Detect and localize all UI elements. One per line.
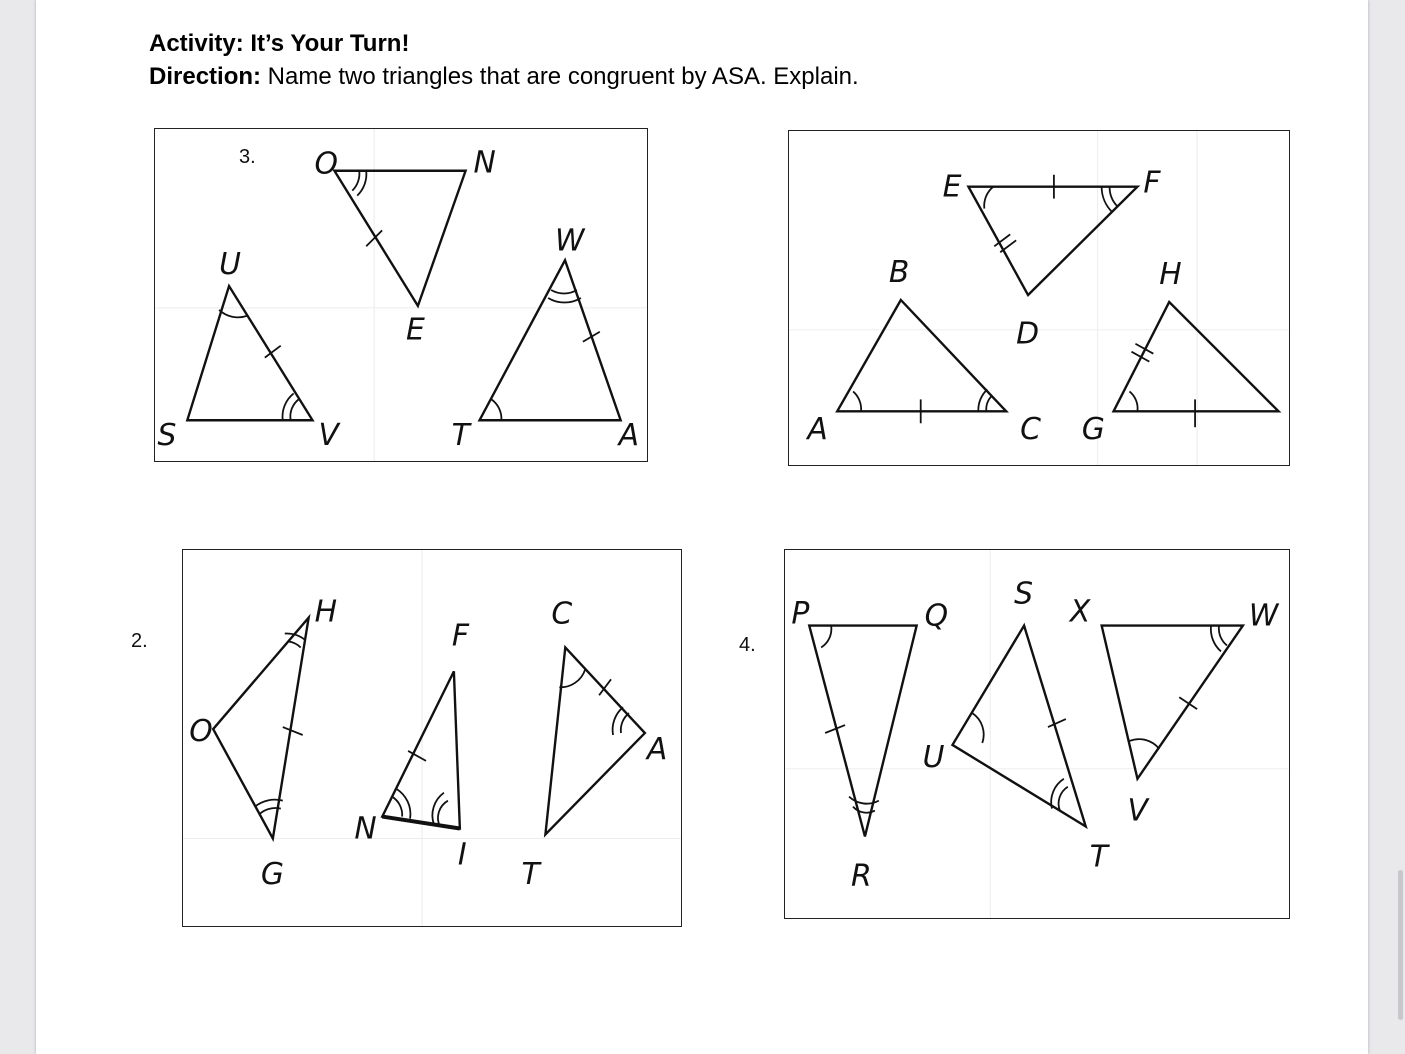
label-s: S [1014,576,1034,612]
label-g: G [1081,412,1105,448]
label-h: H [1159,257,1182,293]
problem-2-number: 2. [131,630,148,652]
problem-4-figure [784,549,1290,919]
triangle-efd [968,187,1137,295]
scrollbar-thumb[interactable] [1398,870,1403,1020]
problem-2-diagram [183,550,681,926]
label-f: F [1143,165,1161,201]
label-o: O [314,146,338,182]
scrollbar[interactable] [1395,0,1405,1054]
label-i: I [457,837,467,873]
label-g: G [260,857,285,893]
triangle-bac [837,300,1006,411]
direction-text: Name two triangles that are congruent by ASA. Explain. [261,63,859,90]
label-o: O [189,713,213,749]
problem-4-number: 4. [739,634,756,656]
label-a: A [807,412,828,448]
direction-label: Direction: [149,63,262,90]
label-x: X [1069,594,1091,630]
triangle-cat [545,647,644,834]
label-w: W [1248,598,1279,634]
problem-3-diagram [155,129,647,461]
triangle-sut [952,626,1085,827]
triangle-usv [187,286,312,420]
label-w: W [555,223,585,259]
label-s: S [157,418,177,454]
label-b: B [888,255,910,291]
problem-top-right-figure [788,130,1290,466]
triangle-fni [382,671,460,828]
label-a: A [646,731,668,767]
activity-title: Activity: It’s Your Turn! [149,30,410,57]
triangle-pqr [809,626,916,837]
label-u: U [219,247,241,283]
label-n: N [473,145,496,181]
label-t: T [451,418,470,454]
label-v: V [318,418,339,454]
label-d: D [1016,316,1040,352]
label-r: R [851,859,872,895]
label-h: H [314,594,338,630]
label-e: E [942,169,962,205]
triangle-hog [213,618,308,839]
triangle-xwv [1102,626,1243,779]
label-q: Q [924,598,949,634]
document-page [36,0,1368,1054]
problem-2-figure [182,549,682,927]
triangle-wta [480,260,621,420]
label-c: C [551,596,573,632]
problem-3-figure [154,128,648,462]
triangle-one [334,171,465,306]
label-n: N [354,811,377,847]
label-t: T [1089,839,1108,875]
label-f: F [451,618,470,654]
label-t: T [521,857,540,893]
label-e: E [405,312,425,348]
label-v: V [1127,793,1148,829]
label-a: A [618,418,640,454]
label-c: C [1020,412,1041,448]
direction-line [149,63,859,91]
problem-4-diagram [785,550,1289,918]
problem-3-number: 3. [239,146,256,168]
problem-top-right-diagram [789,131,1289,465]
label-p: P [791,596,810,632]
label-u: U [922,739,945,775]
triangle-hg [1114,302,1279,411]
